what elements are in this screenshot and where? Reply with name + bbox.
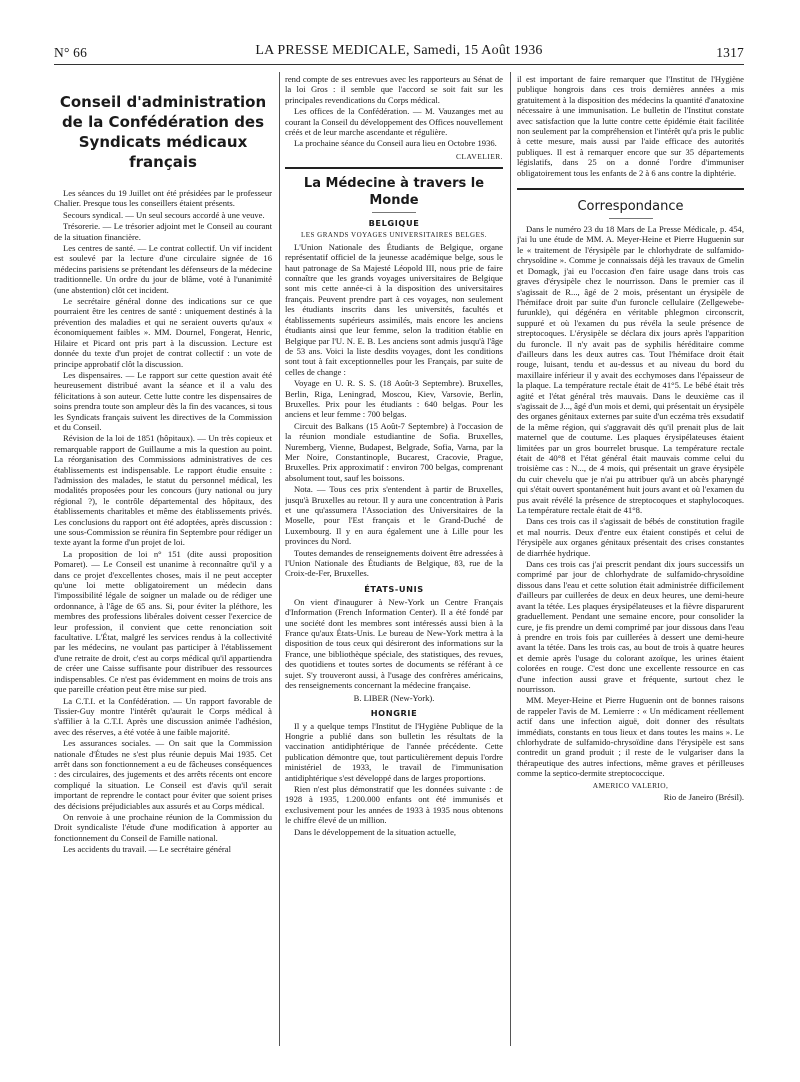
etats-unis-signature: B. LIBER (New-York). [353,692,435,703]
short-rule [372,212,416,213]
paragraph: Toutes demandes de renseignements doivent être adressées à l'Union Nationale des Étudiants de Belgique, 83, rue de la Croix-de-Fer, Bruxelles. [285,547,503,579]
page-header [54,42,744,64]
journal-title: LA PRESSE MEDICALE, Samedi, 15 Août 1936 [255,43,543,58]
paragraph: La proposition de loi n° 151 (dite aussi proposition Pomaret). — Le Conseil est unanime à reconnaître qu'il y a dans ce projet d'excellentes choses, mais il ne peut accepter qu'une loi mette obligatoirement un médecin dans l'impossibilité légale de soigner un malade ou de rédiger une ordonnance, à l'âge de 65 ans. Si, pour éviter la pléthore, les membres des professions libérales doivent cesser l'exercice de leur profession, il convient que cette renonciation soit facultative. L'État, malgré les services rendus à la collectivité par les médecins, ne voulant pas participer à l'établissement d'une retraite de droit, c'est au corps médical qu'il appartiendra de créer une Caisse suffisante pour distribuer des ressources indispensables. Ce n'est pas évidemment en moins de trois ans que pareille création peut être mise sur pied. [54,548,272,695]
belgique-heading: BELGIQUE [368,217,420,228]
section-rule-2 [517,188,744,190]
paragraph: Trésorerie. — Le trésorier adjoint met le Conseil au courant de la situation financière. [54,221,272,242]
paragraph: On vient d'inaugurer à New-York un Centre Français d'Information (French Information Center). Il a été fondé par une société dont les membres sont intéressés aussi bien à la France qu'aux États-Unis. Le bureau de New-York mettra à la disposition de tous ceux qui désireront des informations sur la France, une bibliothèque spéciale, des statistiques, des revues, des quotidiens et toutes sortes de documents se référant à ce sujet. S'y trouveront aussi, à l'usage des confrères américains, des renseignements concernant la médecine française. [285,596,503,691]
paragraph: Le secrétaire général donne des indications sur ce que pourraient être les centres de santé : uniquement destinés à la prévention des maladies et qui ne seraient ouverts qu'aux « économiquement faibles ». MM. Dournel, Fongerat, Henric, Hilaire et Picard ont pris part à la discussion. Lecture est donnée du texte d'un projet de contrat collectif : un vote de principe approbatif clôt la discussion. [54,296,272,369]
paragraph: La prochaine séance du Conseil aura lieu en Octobre 1936. [294,138,497,149]
hongrie-continued [517,74,744,178]
header-rule [54,64,744,65]
page-number-left: N° 66 [54,45,88,60]
paragraph: Les accidents du travail. — Le secrétaire général [63,844,231,855]
conseil-continued [285,74,503,149]
paragraph: rend compte de ses entrevues avec les rapporteurs au Sénat de la loi Gros : il semble que l'accord se soit fait sur les principales revendications du Corps médical. [285,74,503,105]
conseil-body [54,188,272,855]
paragraph: Dans ces trois cas j'ai prescrit pendant dix jours successifs un comprimé par jour de chlorhydrate de sulfamido-chrysoïdine dissous dans l'eau et cette solution était administrée difficilement d'ailleurs par cuillerées de deux en deux heures, une demi-heure avant la tétée. Les plaques érysipélateuses et la fièvre disparurent graduellement. Pendant une semaine encore, pour consolider la cure, je fis prendre un demi comprimé par jour dissous dans l'eau à prendre en trois fois par cuillerées à dessert une demi-heure avant la tétée. Dans les trois cas, au bout de trois à quatre heures et demie après l'usage du colorant azoïque, les urines étaient colorées en rouge. C'est donc une excellente ressource en cas d'une infection aussi grave et fréquente, surtout chez le nourrisson. [517,559,744,694]
section-rule [285,167,503,169]
column-rule-1 [279,72,280,1046]
page-number-right: 1317 [716,45,744,60]
paragraph: Dans le développement de la situation actuelle, [294,826,457,837]
paragraph: Rien n'est plus démonstratif que les données suivante : de 1928 à 1935, 1.200.000 enfants ont été immunisés et exclusivement pour les années de 1933 à 1935 nous obtenons le chiffre élevé de un million. [285,783,503,826]
paragraph: Voyage en U. R. S. S. (18 Août-3 Septembre). Bruxelles, Berlin, Riga, Leningrad, Moscou, Kiev, Varsovie, Berlin, Bruxelles. Prix pour les étudiants : 640 belgas. Pour les anciens et leur femme : 700 belgas. [285,378,503,420]
correspondance-signature-place: Rio de Janeiro (Brésil). [663,791,744,802]
paragraph: Nota. — Tous ces prix s'entendent à partir de Bruxelles, jusqu'à Bruxelles au retour. Il y aura une concentration à Paris et une qu'assumera l'Association des Universitaires de la Moselle, pour l'Est français et le Grand-Duché de Luxembourg. Il y en aura également une à Lille pour les provinces du Nord. [285,484,503,547]
paragraph: Secours syndical. — Un seul secours accordé à une veuve. [63,209,265,220]
column-rule-2 [510,72,511,1046]
belgique-subheading: LES GRANDS VOYAGES UNIVERSITAIRES BELGES. [300,230,488,239]
paragraph: Circuit des Balkans (15 Août-7 Septembre) à l'occasion de la réunion mondiale estudiantine de Sofia. Bruxelles, Nuremberg, Vienne, Budapest, Belgrade, Sofia, Varna, par la Mer Noire, Constantinople, Bucarest, Cracovie, Prague, Bruxelles. Prix approximatif : environ 700 belgas, comprenant absolument tout, sauf les boissons. [285,420,503,483]
correspondance-body [517,224,744,779]
paragraph: Les séances du 19 Juillet ont été présidées par le professeur Chalier. Presque tous les conseillers étaient présents. [54,188,272,209]
etats-unis-heading: ÉTATS-UNIS [364,583,424,594]
medecine-section-title: La Médecine à travers le Monde [303,175,485,208]
paragraph: Révision de la loi de 1851 (hôpitaux). — Un très copieux et remarquable rapport de Guillaume a mis la question au point. La réorganisation des Commissions administratives de ces établissements est indispensable. Le rapport étudie ensuite : l'admission des malades, le statut du personnel médical, les modalités proposées pour les concours (jury national ou jury régional ?), le contrôle départemental des hôpitaux, des établissements charitables et même des établissements privés. Les conclusions du rapport ont été adoptées, après discussion : une sous-Commission se réunira fin Septembre pour rédiger un texte ayant la forme d'un projet de loi. [54,433,272,548]
paragraph: L'Union Nationale des Étudiants de Belgique, organe représentatif officiel de la jeunesse académique belge, sous le haut patronage de Sa Majesté Léopold III, nous prie de faire connaître que les grands voyages universitaires de Belgique sont mis cette année-ci à la disposition des universitaires français. Peuvent prendre part à ces voyages, non seulement les étudiants inscrits dans les universités, facultés et établissements supérieurs assimilés, mais encore les anciens étudiants ainsi que leur femme, selon la tradition établie en Belgique par l'U. N. E. B. Les anciens sont admis jusqu'à l'âge de 53 ans. Voici la liste desdits voyages, dont les conditions sont tout à fait exceptionnelles pour les Français, par suite de celles de change : [285,241,503,377]
hongrie-heading: HONGRIE [370,707,418,718]
correspondance-title: Correspondance [577,199,684,215]
column-1 [54,74,272,1048]
paragraph: La C.T.I. et la Confédération. — Un rapport favorable de Tissier-Guy montre l'intérêt qu'aurait le Corps médical à s'affilier à la C.T.I. Après une discussion animée l'adhésion, avec des réserves, a été votée à une faible majorité. [54,695,272,737]
column-2 [285,74,503,1048]
paragraph: Dans le numéro 23 du 18 Mars de La Presse Médicale, p. 454, j'ai lu une étude de MM. A. Meyer-Heine et Pierre Huguenin sur le « traitement de l'érysipèle par le chlorhydrate de sulfamido-chrysoïdine ». Comme je connaissais déjà les travaux de Gmelin et Domagk, j'ai eu l'occasion d'en faire usage dans trois cas graves d'érysipèle chez le nourrisson. Dans le premier cas il s'agissait de R..., âgé de 2 mois, présentant un érysipèle de l'hémiface droit par suite d'un furoncle cellulaire (Zellgewebe-furunkle), qui dégénéra en véritable phlegmon circonscrit, suppuré et où l'examen du pus révéla la seule présence de streptocoques. L'érysipèle se déclara dix jours après l'apparition du furoncle. Il n'y avait pas de syphilis héréditaire comme d'ailleurs dans les deux autres cas. Tout l'hémiface droit était rouge, luisant, tendu et au-dessus et au niveau du bord du maxillaire inférieur il y avait des ecchymoses dans l'épaisseur de la plaque. La température rectale était de 41°5. Le bébé était très agité et l'état général très mauvais. Dans le deuxième cas il s'agissait de J..., âgé d'un mois et demi, qui présentait un érysipèle des organes génitaux externes par suite d'un eczéma très exsudatif de la même région, qui s'aggravait dès qu'il prenait plus de lait maternel que de coutume. Les plaques érysipélateuses étaient limitées par un gros bourrelet brusque. La température rectale était de 40°8 et l'état général était mauvais comme celui du troisième cas : N..., de 4 mois, qui présentait un grave érysipèle du cuir chevelu que je n'ai pu attribuer qu'à un abcès pharyngé qui s'était ouvert spontanément huit jours avant et où l'examen du pus avait révélé la présence de streptocoques et staphylocoques. La température rectale était de 41°8. [517,224,744,516]
paragraph: MM. Meyer-Heine et Pierre Huguenin ont de bonnes raisons de rappeler l'avis de M. Lemierre : « Un médicament réellement actif dans une infection aiguë, doit donner des résultats immédiats, constants en tous lieux et dans toutes les mains ». Le chlorhydrate de sulfamido-chrysoïdine dans l'érysipèle est sans contredit un grand produit ; il reste de le vulgariser dans la thérapeutique des autres infections, même graves et périlleuses comme la septico-dermite streptococcique. [517,695,744,779]
paragraph: On renvoie à une prochaine réunion de la Commission du Droit syndicaliste l'étude d'une modification à apporter au fonctionnement du Conseil de Famille national. [54,811,272,843]
paragraph: Il y a quelque temps l'Institut de l'Hygiène Publique de la Hongrie a publié dans son bulletin les résultats de la vaccination antidiphtérique de l'année précédente. Cette publication démontre que, tout particulièrement depuis l'ordre ministériel de 1933, le travail de l'immunisation antidiphtérique s'est développé dans de larges proportions. [285,720,503,783]
belgique-body [285,242,503,579]
conseil-title: Conseil d'administration de la Confédération des Syndicats médicaux français [59,93,267,171]
paragraph: Les centres de santé. — Le contrat collectif. Un vif incident est soulevé par la lecture d'une circulaire signée de 16 médecins parisiens se prétendant les défenseurs de la médecine traditionnelle. Un ordre du jour de blâme, voté à l'unanimité (une abstention) clôt cet incident. [54,243,272,295]
paragraph: il est important de faire remarquer que l'Institut de l'Hygiène publique hongrois dans ces trois dernières années a mis gratuitement à la disposition des médecins la quantité d'anatoxine nécessaire à une immunisation. Le bulletin de l'Institut constate avec satisfaction que la lutte contre cette épidémie était facilitée non seulement par la compréhension et l'intérêt qu'a pris le public à cette mesure, mais aussi par l'aide efficace des autorités publiques. Il est à remarquer encore que sur 35 départements législatifs, dans 25 on a donné l'ordre d'immuniser obligatoirement tous les enfants de 2 à 6 ans contre la diphtérie. [517,74,744,178]
paragraph: Les assurances sociales. — On sait que la Commission nationale d'Études ne s'est plus réunie depuis Mai 1935. Cet arrêt dans son fonctionnement a eu de fâcheuses conséquences : des circulaires, des jugements et des arrêts récents ont encore compliqué la situation. Le Conseil est d'avis qu'il serait important de reprendre le contact pour éviter que soient prises des décisions préjudiciables aux assurés et au Corps médical. [54,738,272,811]
short-rule-2 [609,218,653,219]
column-3 [517,74,744,1048]
paragraph: Les dispensaires. — Le rapport sur cette question avait été heureusement distribué avant la séance et il a valu des félicitations à son auteur. Cette lutte contre les dispensaires de soins prendra toute son ampleur dès la fin des vacances, si tous les Syndicats français suivent les directives de la Commission et du Conseil. [54,369,272,432]
conseil-signature: CLAVELIER. [456,151,503,161]
paragraph: Dans ces trois cas il s'agissait de bébés de constitution fragile et mal nourris. Deux d'entre eux étaient constipés et celui de l'érysipèle aux organes génitaux présentait des crises constantes de diarrhée hydrique. [517,516,744,558]
etats-unis-body [285,597,503,691]
hongrie-body [285,721,503,837]
paragraph: Les offices de la Confédération. — M. Vauzanges met au courant la Conseil du développement des Offices nouvellement créés et de leur marche ascendante et régulière. [285,106,503,138]
correspondance-signature-name: AMERICO VALERIO, [592,780,669,790]
